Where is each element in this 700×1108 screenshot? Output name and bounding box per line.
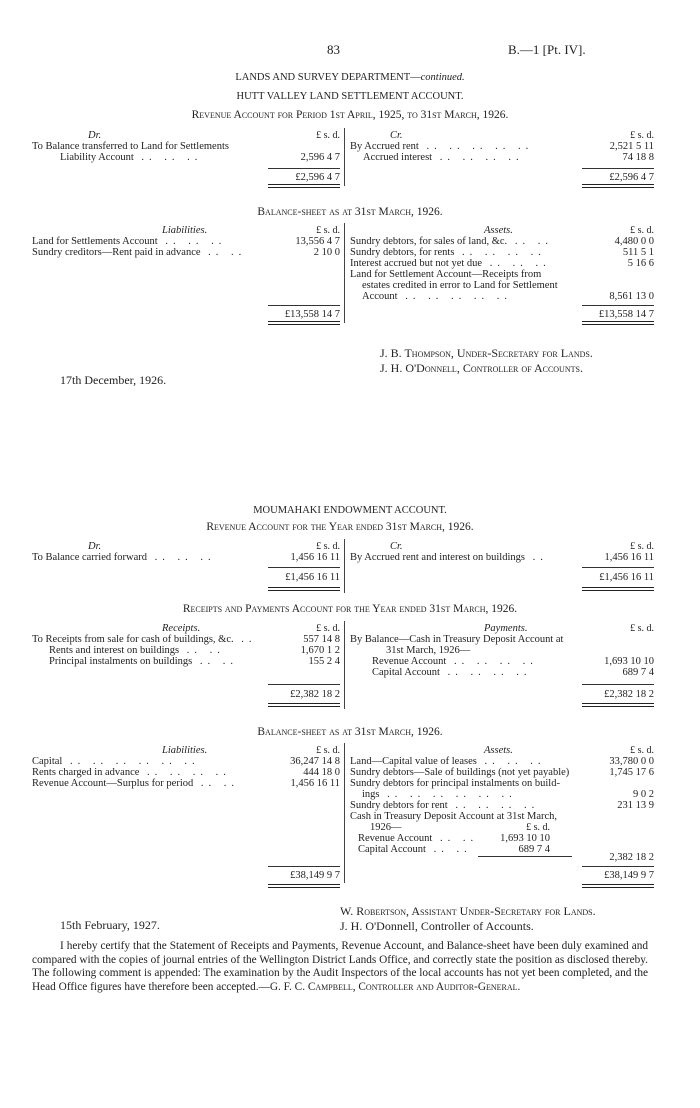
ledger-entry: Sundry debtors—Sale of buildings (not yet payable) <box>350 767 570 778</box>
cr-label: Cr. <box>390 541 403 552</box>
ledger-amount: 1,670 1 2 <box>300 645 340 656</box>
ledger-entry: Accrued interest .. .. .. .. <box>363 152 524 163</box>
money-column-head: £ s. d. <box>316 130 340 141</box>
signature-line: J. H. O'Donnell, Controller of Accounts. <box>340 919 534 933</box>
ledger-entry: Liability Account .. .. .. <box>60 152 203 163</box>
column-divider <box>344 223 345 323</box>
ledger-amount: 2,382 18 2 <box>609 852 654 863</box>
moumahaki-balance-title: Balance-sheet as at 31st March, 1926. <box>257 726 443 738</box>
ledger-entry: Capital .. .. .. .. .. .. <box>32 756 200 767</box>
ledger-total: £2,596 4 7 <box>295 172 340 183</box>
ledger-amount: 155 2 4 <box>308 656 340 667</box>
ledger-amount: 689 7 4 <box>622 667 654 678</box>
liabilities-label: Liabilities. <box>162 745 208 756</box>
ledger-amount: 231 13 9 <box>617 800 654 811</box>
ledger-entry: Sundry debtors, for sales of land, &c. .. .. <box>350 236 553 247</box>
page-number: 83 <box>327 42 340 57</box>
money-column-head: £ s. d. <box>630 745 654 756</box>
ledger-subamount: 1,693 10 10 <box>500 833 550 844</box>
ledger-entry: Land for Settlements Account .. .. .. <box>32 236 227 247</box>
total-double-rule <box>268 703 340 707</box>
moumahaki-account-title: MOUMAHAKI ENDOWMENT ACCOUNT. <box>253 505 447 516</box>
ledger-total: £38,149 9 7 <box>290 870 340 881</box>
ledger-entry: Sundry debtors, for rents .. .. .. .. <box>350 247 546 258</box>
column-divider <box>344 128 345 186</box>
ledger-amount: 1,693 10 10 <box>604 656 654 667</box>
column-divider <box>344 743 345 883</box>
statement-date: 17th December, 1926. <box>60 373 167 387</box>
ledger-total: £2,382 18 2 <box>290 689 340 700</box>
ledger-entry: Sundry debtors for principal instalments on build- <box>350 778 560 789</box>
document-reference: B.—1 [Pt. IV]. <box>508 42 586 57</box>
money-column-head: £ s. d. <box>630 225 654 236</box>
statement-date: 15th February, 1927. <box>60 918 160 932</box>
ledger-total: £2,596 4 7 <box>609 172 654 183</box>
receipts-label: Receipts. <box>162 623 201 634</box>
ledger-amount: 36,247 14 8 <box>290 756 340 767</box>
total-rule <box>268 567 340 568</box>
ledger-amount: 1,456 16 11 <box>290 552 340 563</box>
hutt-account-title: HUTT VALLEY LAND SETTLEMENT ACCOUNT. <box>236 91 464 102</box>
ledger-entry: ings .. .. .. .. .. .. <box>362 789 517 800</box>
signature-line: J. H. O'Donnell, Controller of Accounts. <box>380 361 583 375</box>
total-double-rule <box>268 321 340 325</box>
total-double-rule <box>582 884 654 888</box>
moumahaki-revenue-title: Revenue Account for the Year ended 31st March, 1926. <box>206 521 474 533</box>
ledger-entry: Principal instalments on buildings .. .. <box>49 656 238 667</box>
department-heading <box>0 72 700 83</box>
ledger-amount: 1,456 16 11 <box>290 778 340 789</box>
hutt-balance-title: Balance-sheet as at 31st March, 1926. <box>257 206 443 218</box>
ledger-total: £1,456 16 11 <box>599 572 654 583</box>
receipts-payments-title: Receipts and Payments Account for the Year ended 31st March, 1926. <box>182 603 518 615</box>
money-column-head: £ s. d. <box>630 130 654 141</box>
column-divider <box>344 539 345 593</box>
signature-line: J. B. Thompson, Under-Secretary for Lands. <box>380 346 593 360</box>
subtotal-rule <box>478 856 572 857</box>
ledger-entry: To Receipts from sale for cash of buildings, &c. .. <box>32 634 257 645</box>
money-column-head: £ s. d. <box>316 745 340 756</box>
money-subcolumn-head: £ s. d. <box>526 822 550 833</box>
audit-certificate <box>32 940 648 994</box>
ledger-amount: 557 14 8 <box>303 634 340 645</box>
department-continued: continued. <box>420 72 465 83</box>
ledger-amount: 511 5 1 <box>622 247 654 258</box>
cr-label: Cr. <box>390 130 403 141</box>
ledger-entry: Sundry debtors for rent .. .. .. .. <box>350 800 540 811</box>
money-column-head: £ s. d. <box>630 623 654 634</box>
ledger-amount: 444 18 0 <box>303 767 340 778</box>
total-rule <box>268 866 340 867</box>
ledger-entry: Revenue Account .. .. .. .. <box>372 656 538 667</box>
ledger-entry: Sundry creditors—Rent paid in advance .. .. <box>32 247 247 258</box>
total-rule <box>268 305 340 306</box>
ledger-amount: 2 10 0 <box>313 247 340 258</box>
total-double-rule <box>582 703 654 707</box>
ledger-amount: 33,780 0 0 <box>609 756 654 767</box>
ledger-total: £1,456 16 11 <box>285 572 340 583</box>
total-double-rule <box>268 184 340 188</box>
payments-label: Payments. <box>484 623 528 634</box>
certificate-text: I hereby certify that the Statement of Receipts and Payments, Revenue Account, and Balance-sheet have been duly examined and compared with the copies of journal entries of the Wellington District Lands Office, and correctly state the position as disclosed thereby. The following comment is appended: The examination by the Audit Inspectors of the local accounts has not yet been completed, and the Head Office figures have therefore been accepted.— <box>32 940 648 993</box>
ledger-entry: Capital Account .. .. <box>358 844 472 855</box>
total-rule <box>582 684 654 685</box>
dr-label: Dr. <box>88 541 102 552</box>
ledger-entry: By Accrued rent .. .. .. .. .. <box>350 141 534 152</box>
money-column-head: £ s. d. <box>316 225 340 236</box>
ledger-entry: Revenue Account—Surplus for period .. .. <box>32 778 240 789</box>
ledger-amount: 74 18 8 <box>622 152 654 163</box>
ledger-entry: Land—Capital value of leases .. .. .. <box>350 756 546 767</box>
ledger-entry: Revenue Account .. .. <box>358 833 479 844</box>
ledger-subamount: 689 7 4 <box>518 844 550 855</box>
ledger-entry: Rents and interest on buildings .. .. <box>49 645 225 656</box>
ledger-entry: Cash in Treasury Deposit Account at 31st March, <box>350 811 558 822</box>
ledger-amount: 9 0 2 <box>633 789 654 800</box>
total-double-rule <box>582 184 654 188</box>
column-divider <box>344 621 345 709</box>
total-rule <box>268 168 340 169</box>
total-rule <box>268 684 340 685</box>
assets-label: Assets. <box>484 745 513 756</box>
department-name: LANDS AND SURVEY DEPARTMENT— <box>235 72 421 83</box>
ledger-amount: 4,480 0 0 <box>614 236 654 247</box>
ledger-total: £38,149 9 7 <box>604 870 654 881</box>
ledger-total: £13,558 14 7 <box>284 309 340 320</box>
assets-label: Assets. <box>484 225 513 236</box>
total-double-rule <box>582 587 654 591</box>
ledger-amount: 13,556 4 7 <box>295 236 340 247</box>
dr-label: Dr. <box>88 130 102 141</box>
ledger-entry: 31st March, 1926— <box>386 645 471 656</box>
liabilities-label: Liabilities. <box>162 225 208 236</box>
ledger-entry: Capital Account .. .. .. .. <box>372 667 532 678</box>
ledger-entry: Account .. .. .. .. .. <box>362 291 512 302</box>
ledger-amount: 2,596 4 7 <box>300 152 340 163</box>
total-double-rule <box>582 321 654 325</box>
ledger-entry: By Accrued rent and interest on buildings .. <box>350 552 548 563</box>
ledger-amount: 2,521 5 11 <box>609 141 654 152</box>
ledger-amount: 8,561 13 0 <box>609 291 654 302</box>
total-rule <box>582 168 654 169</box>
money-column-head: £ s. d. <box>316 541 340 552</box>
total-rule <box>582 305 654 306</box>
ledger-amount: 5 16 6 <box>627 258 654 269</box>
ledger-entry: 1926— <box>370 822 402 833</box>
total-double-rule <box>268 884 340 888</box>
ledger-amount: 1,456 16 11 <box>604 552 654 563</box>
hutt-revenue-title: Revenue Account for Period 1st April, 1925, to 31st March, 1926. <box>191 109 509 121</box>
ledger-entry: estates credited in error to Land for Settlement <box>362 280 558 291</box>
ledger-entry: Interest accrued but not yet due .. .. .. <box>350 258 551 269</box>
total-rule <box>582 866 654 867</box>
signature-line: W. Robertson, Assistant Under-Secretary for Lands. <box>340 904 596 918</box>
total-double-rule <box>268 587 340 591</box>
ledger-entry: Land for Settlement Account—Receipts from <box>350 269 542 280</box>
ledger-entry: Rents charged in advance .. .. .. .. <box>32 767 231 778</box>
ledger-amount: 1,745 17 6 <box>609 767 654 778</box>
ledger-entry: To Balance transferred to Land for Settlements <box>32 141 229 152</box>
auditor-signature: G. F. C. Campbell, Controller and Auditor-General. <box>269 980 521 993</box>
ledger-entry: To Balance carried forward .. .. .. <box>32 552 216 563</box>
ledger-total: £13,558 14 7 <box>598 309 654 320</box>
total-rule <box>582 567 654 568</box>
money-column-head: £ s. d. <box>630 541 654 552</box>
ledger-entry: By Balance—Cash in Treasury Deposit Account at <box>350 634 564 645</box>
money-column-head: £ s. d. <box>316 623 340 634</box>
ledger-total: £2,382 18 2 <box>604 689 654 700</box>
